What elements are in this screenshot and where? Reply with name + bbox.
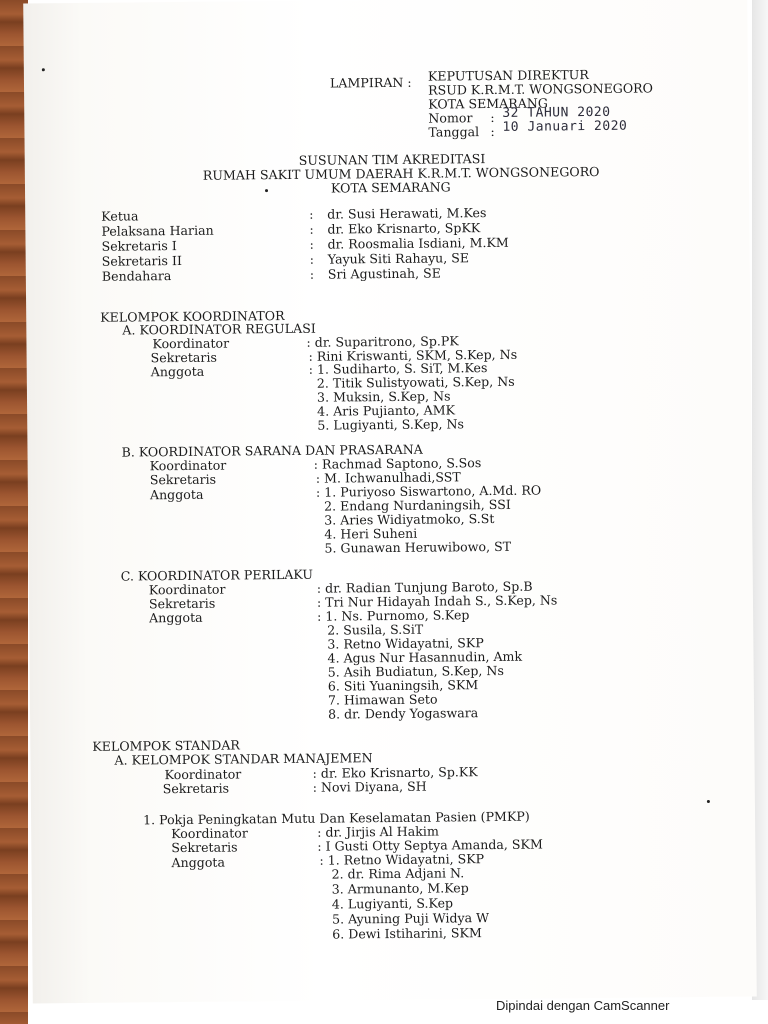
koordinator-label: Koordinator — [164, 766, 242, 783]
officer-role: Bendahara — [101, 268, 172, 284]
koordinator-value: : dr. Jirjis Al Hakim — [317, 823, 439, 840]
officer-role: Sekretaris I — [101, 238, 177, 254]
officer-colon: : — [309, 266, 315, 282]
document-page — [23, 0, 757, 1003]
anggota-item: : 1. Sudiharto, S. SiT, M.Kes — [308, 360, 488, 377]
tanggal-value: 10 Januari 2020 — [502, 118, 628, 135]
title-line-3: KOTA SEMARANG — [330, 179, 451, 196]
sekretaris-value: : Rini Kriswanti, SKM, S.Kep, Ns — [308, 346, 518, 364]
sekretaris-value: : I Gusti Otty Septya Amanda, SKM — [317, 836, 543, 854]
officer-colon: : — [309, 236, 314, 252]
anggota-item: 4. Agus Nur Hasannudin, Amk — [327, 648, 523, 666]
officer-colon: : — [309, 221, 314, 237]
anggota-item: : 1. Retno Widayatni, SKP — [319, 851, 485, 868]
anggota-label: Anggota — [150, 363, 205, 380]
anggota-item: 3. Retno Widayatni, SKP — [327, 635, 484, 652]
anggota-item: 4. Lugiyanti, S.Kep — [331, 895, 454, 912]
scanner-watermark: Dipindai dengan CamScanner — [496, 998, 670, 1013]
tanggal-colon: : — [490, 123, 495, 140]
officer-colon: : — [309, 206, 314, 222]
anggota-label: Anggota — [149, 486, 204, 503]
anggota-label: Anggota — [149, 609, 203, 626]
sekretaris-value: : M. Ichwanulhadi,SST — [315, 469, 461, 486]
anggota-item: : 1. Puriyoso Siswartono, A.Md. RO — [315, 482, 542, 500]
officer-name: dr. Roosmalia Isdiani, M.KM — [327, 234, 509, 252]
lampiran-label: LAMPIRAN : — [329, 74, 412, 91]
anggota-item: 3. Aries Widiyatmoko, S.St — [324, 510, 495, 528]
section-heading-koordinator: KELOMPOK KOORDINATOR — [100, 308, 285, 325]
officer-role: Ketua — [101, 208, 139, 224]
anggota-label: Anggota — [171, 854, 226, 871]
officer-role: Pelaksana Harian — [101, 222, 214, 239]
koordinator-value: : dr. Suparitrono, Sp.PK — [306, 333, 459, 350]
anggota-item: 4. Heri Suheni — [324, 525, 418, 542]
subsection-title-sarana: B. KOORDINATOR SARANA DAN PRASARANA — [121, 441, 423, 460]
officer-name: dr. Eko Krisnarto, SpKK — [327, 220, 481, 237]
anggota-item: : 1. Ns. Purnomo, S.Kep — [317, 607, 470, 624]
koordinator-value: : dr. Eko Krisnarto, Sp.KK — [312, 764, 478, 781]
anggota-item: 3. Muksin, S.Kep, Ns — [316, 388, 451, 405]
koordinator-label: Koordinator — [171, 825, 248, 842]
subsection-title-regulasi: A. KOORDINATOR REGULASI — [122, 320, 316, 338]
anggota-item: 8. dr. Dendy Yogaswara — [327, 705, 479, 722]
header-line-1: KEPUTUSAN DIREKTUR — [427, 67, 589, 84]
sekretaris-value: : Novi Diyana, SH — [312, 778, 427, 795]
scan-speck — [42, 68, 45, 71]
sekretaris-label: Sekretaris — [150, 349, 217, 366]
title-line-1: SUSUNAN TIM AKREDITASI — [298, 151, 486, 168]
title-line-2: RUMAH SAKIT UMUM DAERAH K.R.M.T. WONGSONEGORO — [202, 163, 600, 183]
scan-speck — [265, 189, 268, 192]
header-line-2: RSUD K.R.M.T. WONGSONEGORO — [427, 80, 654, 98]
sekretaris-label: Sekretaris — [171, 839, 238, 856]
anggota-item: 4. Aris Pujianto, AMK — [317, 402, 456, 419]
koordinator-value: : Rachmad Saptono, S.Sos — [313, 455, 482, 472]
subsection-title-manajemen: A. KELOMPOK STANDAR MANAJEMEN — [114, 750, 373, 768]
anggota-item: 5. Ayuning Puji Widya W — [331, 910, 490, 927]
koordinator-label: Koordinator — [152, 335, 230, 352]
anggota-item: 2. Susila, S.SiT — [327, 621, 424, 638]
anggota-item: 2. Endang Nurdaningsih, SSI — [323, 496, 511, 514]
nomor-colon: : — [490, 109, 495, 126]
koordinator-value: : dr. Radian Tunjung Baroto, Sp.B — [316, 578, 533, 596]
nomor-value: 32 TAHUN 2020 — [502, 104, 611, 121]
sekretaris-label: Sekretaris — [149, 471, 217, 488]
sekretaris-value: : Tri Nur Hidayah Indah S., S.Kep, Ns — [316, 592, 558, 610]
koordinator-label: Koordinator — [149, 457, 227, 474]
tanggal-label: Tanggal — [428, 124, 480, 140]
officer-name: Yayuk Siti Rahayu, SE — [327, 250, 470, 267]
section-heading-standar: KELOMPOK STANDAR — [92, 737, 240, 754]
pokja-title: 1. Pokja Peningkatan Mutu Dan Keselamatan Pasien (PMKP) — [142, 808, 530, 828]
sekretaris-label: Sekretaris — [162, 780, 230, 797]
anggota-item: 5. Gunawan Heruwibowo, ST — [324, 538, 512, 556]
anggota-item: 3. Armunanto, M.Kep — [331, 880, 469, 897]
anggota-item: 5. Asih Budiatun, S.Kep, Ns — [327, 662, 504, 680]
anggota-item: 5. Lugiyanti, S.Kep, Ns — [317, 416, 465, 433]
anggota-item: 6. Siti Yuaningsih, SKM — [327, 677, 479, 694]
nomor-label: Nomor — [428, 110, 473, 126]
anggota-item: 2. dr. Rima Adjani N. — [331, 865, 465, 882]
subsection-title-perilaku: C. KOORDINATOR PERILAKU — [120, 566, 314, 584]
scan-speck — [707, 800, 710, 803]
officer-colon: : — [309, 251, 315, 267]
anggota-item: 7. Himawan Seto — [327, 691, 438, 708]
anggota-item: 6. Dewi Istiharini, SKM — [332, 925, 482, 942]
koordinator-label: Koordinator — [148, 581, 226, 598]
officer-name: dr. Susi Herawati, M.Kes — [327, 205, 487, 222]
header-line-3: KOTA SEMARANG — [428, 95, 548, 112]
anggota-item: 2. Titik Sulistyowati, S.Kep, Ns — [316, 373, 515, 391]
sekretaris-label: Sekretaris — [148, 595, 216, 612]
officer-role: Sekretaris II — [101, 252, 182, 269]
officer-name: Sri Agustinah, SE — [327, 265, 441, 282]
